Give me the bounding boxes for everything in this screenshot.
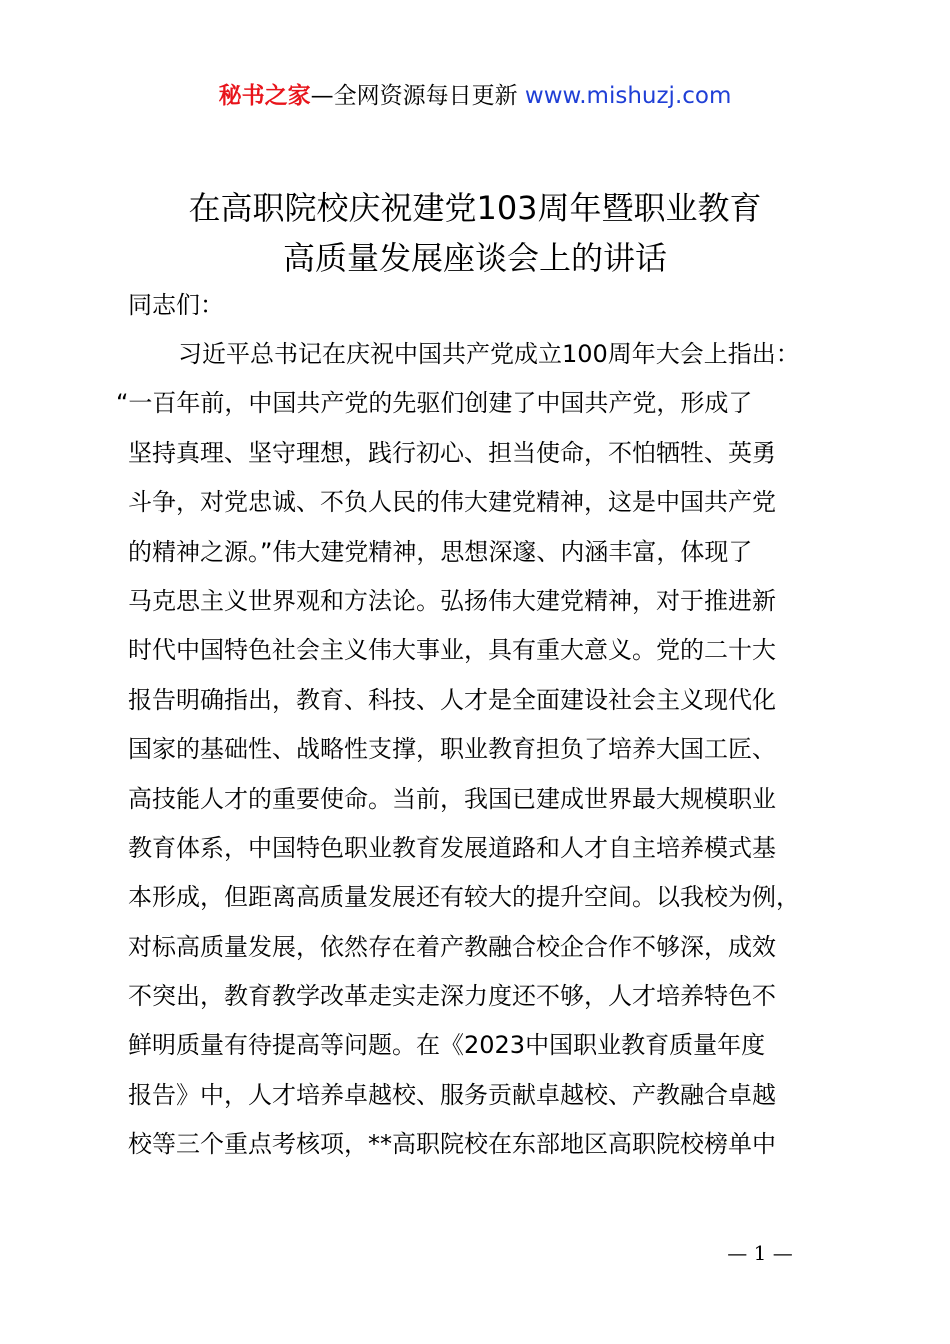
- body-line: 的精神之源。”伟大建党精神，思想深邃、内涵丰富，体现了: [128, 537, 753, 566]
- body-line: “一百年前，中国共产党的先驱们创建了中国共产党，形成了: [116, 389, 753, 418]
- body-line: 报告》中，人才培养卓越校、服务贡献卓越校、产教融合卓越: [128, 1080, 776, 1109]
- body-line: 习近平总书记在庆祝中国共产党成立100周年大会上指出：: [178, 340, 800, 368]
- body-line: 报告明确指出，教育、科技、人才是全面建设社会主义现代化: [128, 685, 776, 714]
- body-line: 鲜明质量有待提高等问题。在《2023中国职业教育质量年度: [128, 1031, 766, 1060]
- title-line-1: 在高职院校庆祝建党103周年暨职业教育: [188, 189, 762, 227]
- body-line: 对标高质量发展，依然存在着产教融合校企合作不够深，成效: [128, 932, 776, 961]
- body-line: 国家的基础性、战略性支撑，职业教育担负了培养大国工匠、: [128, 735, 776, 764]
- title-line-2: 高质量发展座谈会上的讲话: [282, 239, 667, 277]
- body-line: 马克思主义世界观和方法论。弘扬伟大建党精神，对于推进新: [128, 586, 776, 615]
- site-tagline: —全网资源每日更新: [310, 83, 518, 109]
- site-url[interactable]: www.mishuzj.com: [524, 83, 732, 109]
- document-title: [0, 183, 950, 283]
- body-text: [116, 330, 868, 1170]
- body-line: 不突出，教育教学改革走实走深力度还不够，人才培养特色不: [128, 982, 776, 1011]
- site-header: [0, 80, 950, 112]
- body-line: 坚持真理、坚守理想，践行初心、担当使命，不怕牺牲、英勇: [128, 438, 776, 467]
- body-line: 高技能人才的重要使命。当前，我国已建成世界最大规模职业: [128, 784, 776, 813]
- body-line: 本形成，但距离高质量发展还有较大的提升空间。以我校为例，: [128, 883, 800, 912]
- body-line: 斗争，对党忠诚、不负人民的伟大建党精神，这是中国共产党: [128, 488, 776, 517]
- site-brand: 秘书之家: [218, 83, 311, 109]
- body-line: 校等三个重点考核项，**高职院校在东部地区高职院校榜单中: [128, 1130, 776, 1159]
- body-line: 时代中国特色社会主义伟大事业，具有重大意义。党的二十大: [128, 636, 776, 665]
- salutation: 同志们：: [128, 291, 224, 319]
- page-number: — 1 —: [727, 1241, 793, 1265]
- body-line: 教育体系，中国特色职业教育发展道路和人才自主培养模式基: [128, 833, 776, 862]
